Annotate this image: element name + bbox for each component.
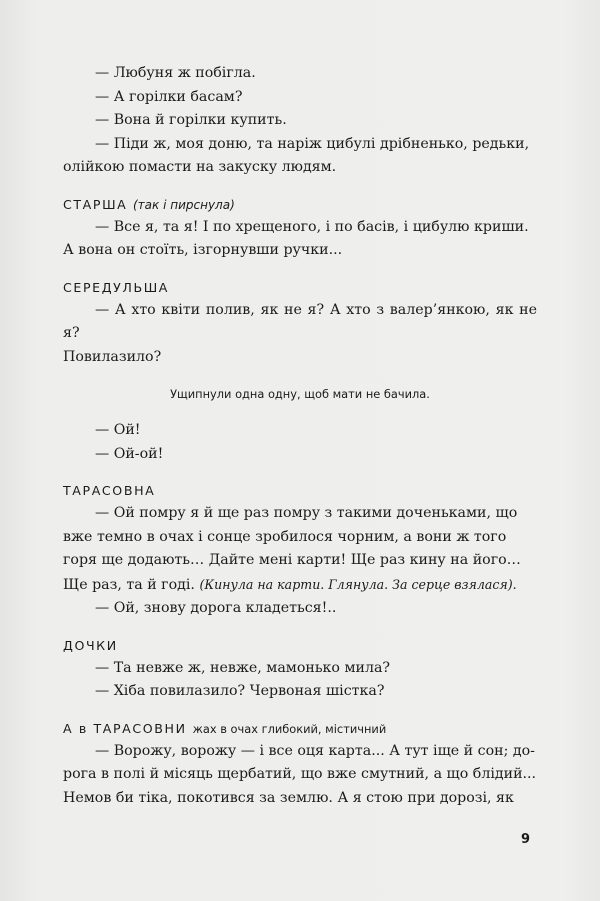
- text-line: — Вона й горілки купить.: [95, 112, 287, 128]
- text-line: [63, 573, 537, 598]
- text-line: горя ще додають… Дайте мені карти! Ще раз кину на його…: [63, 552, 521, 568]
- text-line: — Ой-ой!: [95, 445, 164, 462]
- speaker-name: [63, 718, 537, 740]
- text-line: — Все я, та я! І по хрещеного, і по басів, і цибулю криши.: [95, 218, 529, 235]
- speaker-name: СЕРЕДУЛЬША: [63, 279, 170, 295]
- speaker-label: СТАРША: [63, 196, 128, 212]
- text-line: — Ой, знову дорога кладеться!..: [95, 600, 337, 616]
- stage-remark: жах в очах глибокий, містичний: [192, 721, 387, 736]
- page-text: [63, 62, 537, 810]
- text-line: А вона он стоїть, ізгорнувши ручки...: [63, 242, 343, 258]
- stage-direction: Ущипнули одна одну, щоб мати не бачила.: [170, 387, 430, 401]
- text-line: Немов би тіка, покотився за землю. А я стою при дорозі, як: [63, 789, 514, 806]
- italic-remark: (Кинула на карти. Глянула. За серце взялася).: [199, 576, 517, 592]
- text-line: — А горілки басам?: [95, 88, 243, 105]
- speaker-name: ДОЧКИ: [63, 637, 118, 653]
- text-line: — А хто квіти полив, як не я? А хто з валер’янкою, як не я?: [63, 301, 537, 341]
- text-line: — Ой помру я й ще раз помру з такими доченьками, що: [95, 505, 518, 521]
- speaker-label: А в ТАРАСОВНИ: [63, 720, 187, 736]
- text-line: рога в полі й місяць щербатий, що вже смутний, а що блідий...: [63, 766, 537, 782]
- text-line: — Ворожу, ворожу — і все оця карта... А тут іще й сон; до-: [95, 742, 535, 759]
- text-line: — Любуня ж побігла.: [95, 65, 256, 81]
- text-line: — Ой!: [95, 422, 141, 438]
- stage-remark: (так і пирснула): [133, 197, 235, 212]
- text-line: — Хіба повилазило? Червоная шістка?: [95, 683, 385, 699]
- text-span: Ще раз, та й годі.: [63, 576, 195, 593]
- text-line: — Та невже ж, невже, мамонько мила?: [95, 659, 391, 676]
- speaker-name: [63, 194, 537, 216]
- text-line: вже темно в очах і сонце зробилося чорним, а вони ж того: [63, 528, 507, 545]
- speaker-name: ТАРАСОВНА: [63, 483, 156, 498]
- page-number: 9: [521, 832, 531, 847]
- text-line: олійкою помасти на закуску людям.: [63, 159, 337, 175]
- text-line: Повилазило?: [63, 348, 162, 365]
- text-line: — Піди ж, моя доню, та наріж цибулі дрібненько, редьки,: [95, 135, 530, 152]
